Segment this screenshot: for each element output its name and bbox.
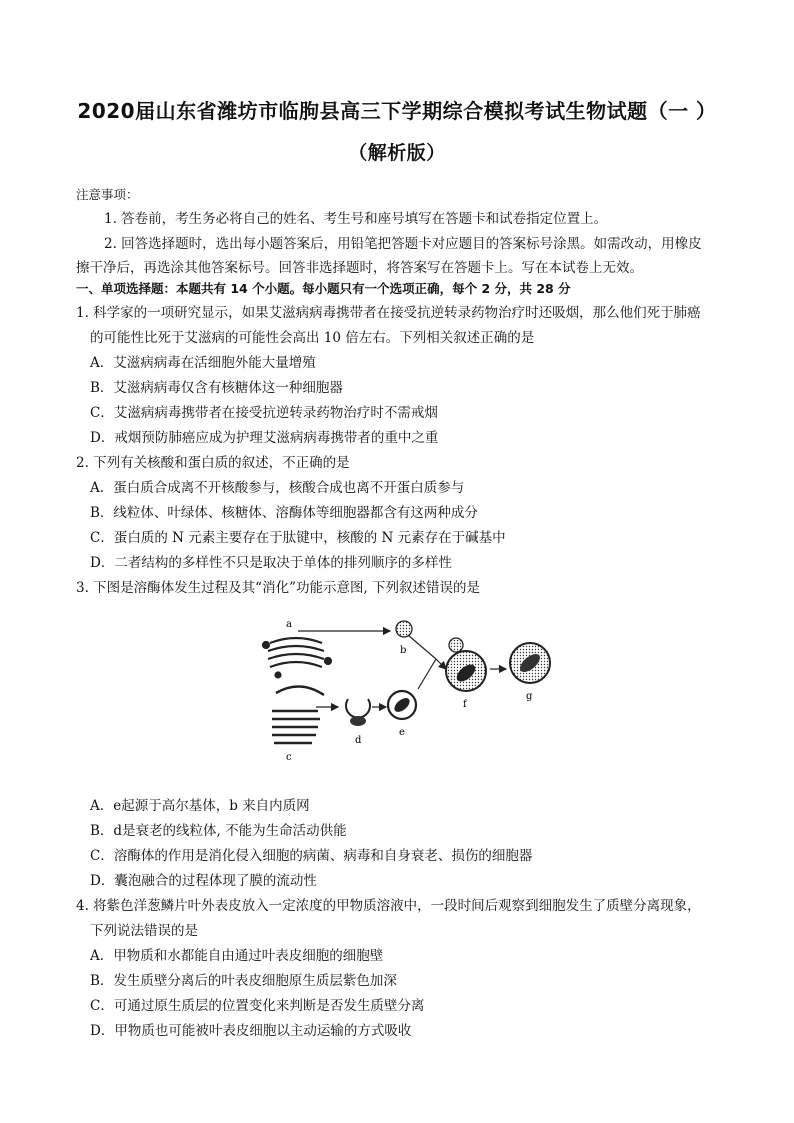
question-1-option-c: C．艾滋病病毒携带者在接受抗逆转录药物治疗时不需戒烟 <box>90 405 438 421</box>
question-3-option-b: B．d是衰老的线粒体, 不能为生命活动供能 <box>90 823 347 839</box>
question-4-option-c: C．可通过原生质层的位置变化来判断是否发生质壁分离 <box>90 998 425 1014</box>
figure-label-c: c <box>286 752 292 763</box>
question-2-option-a: A．蛋白质合成离不开核酸参与，核酸合成也离不开蛋白质参与 <box>90 480 465 496</box>
question-4-option-b: B．发生质壁分离后的叶表皮细胞原生质层紫色加深 <box>90 973 397 989</box>
question-4-stem-continued: 下列说法错误的是 <box>90 923 198 939</box>
page-title: 2020届山东省潍坊市临朐县高三下学期综合模拟考试生物试题（一 ） <box>77 99 717 123</box>
question-2-option-c: C．蛋白质的 N 元素主要存在于肽键中，核酸的 N 元素存在于碱基中 <box>90 530 506 546</box>
question-1-option-a: A．艾滋病病毒在活细胞外能大量增殖 <box>90 355 316 371</box>
question-4-stem: 4. 将紫色洋葱鳞片叶外表皮放入一定浓度的甲物质溶液中，一段时间后观察到细胞发生了质壁分离现象， <box>76 898 701 914</box>
digestion-g <box>510 643 550 683</box>
autophagosome-forming-d <box>346 699 370 726</box>
figure-label-e: e <box>399 727 405 738</box>
question-3-option-d: D．囊泡融合的过程体现了膜的流动性 <box>90 873 317 889</box>
notice-item-1: 1. 答卷前，考生务必将自己的姓名、考生号和座号填写在答题卡和试卷指定位置上。 <box>104 211 608 227</box>
notice-label: 注意事项： <box>76 187 139 202</box>
question-3-option-a: A．e起源于高尔基体，b 来自内质网 <box>90 798 310 814</box>
question-1-option-d: D．戒烟预防肺癌应成为护理艾滋病病毒携带者的重中之重 <box>90 430 439 446</box>
endoplasmic-reticulum <box>272 686 324 743</box>
page-subtitle: （解析版） <box>348 142 446 164</box>
question-1-option-b: B．艾滋病病毒仅含有核糖体这一种细胞器 <box>90 380 343 396</box>
notice-item-2: 2. 回答选择题时，选出每小题答案后，用铅笔把答题卡对应题目的答案标号涂黑。如需改动，用橡皮 <box>104 236 702 252</box>
question-4-option-d: D．甲物质也可能被叶表皮细胞以主动运输的方式吸收 <box>90 1023 412 1039</box>
question-2-option-b: B．线粒体、叶绿体、核糖体、溶酶体等细胞器都含有这两种成分 <box>90 505 478 521</box>
notice-item-2-continued: 擦干净后，再选涂其他答案标号。回答非选择题时，将答案写在答题卡上。写在本试卷上无效。 <box>76 260 643 276</box>
question-1-stem-continued: 的可能性比死于艾滋病的可能性会高出 10 倍左右。下列相关叙述正确的是 <box>90 330 535 346</box>
lysosome-diagram <box>258 615 558 765</box>
question-4-option-a: A．甲物质和水都能自由通过叶表皮细胞的细胞壁 <box>90 948 384 964</box>
figure-label-b: b <box>400 645 407 656</box>
autophagosome-e <box>388 691 416 719</box>
section-heading: 一、单项选择题：本题共有 14 个小题。每小题只有一个选项正确，每个 2 分，共 28 分 <box>76 281 571 296</box>
question-2-option-d: D．二者结构的多样性不只是取决于单体的排列顺序的多样性 <box>90 555 452 571</box>
question-1-stem: 1. 科学家的一项研究显示，如果艾滋病病毒携带者在接受抗逆转录药物治疗时还吸烟，那么他们死于肺癌 <box>76 305 701 321</box>
lysosome-b <box>396 621 412 637</box>
question-3-option-c: C．溶酶体的作用是消化侵入细胞的病菌、病毒和自身衰老、损伤的细胞器 <box>90 848 533 864</box>
figure-label-a: a <box>286 619 292 630</box>
golgi-apparatus <box>263 638 331 678</box>
figure-label-g: g <box>526 691 533 702</box>
question-3-stem: 3. 下图是溶酶体发生过程及其“消化”功能示意图, 下列叙述错误的是 <box>76 580 481 596</box>
figure-label-d: d <box>355 735 362 746</box>
figure-label-f: f <box>463 699 467 710</box>
question-2-stem: 2. 下列有关核酸和蛋白质的叙述，不正确的是 <box>76 455 350 471</box>
autolysosome-f <box>446 638 486 691</box>
